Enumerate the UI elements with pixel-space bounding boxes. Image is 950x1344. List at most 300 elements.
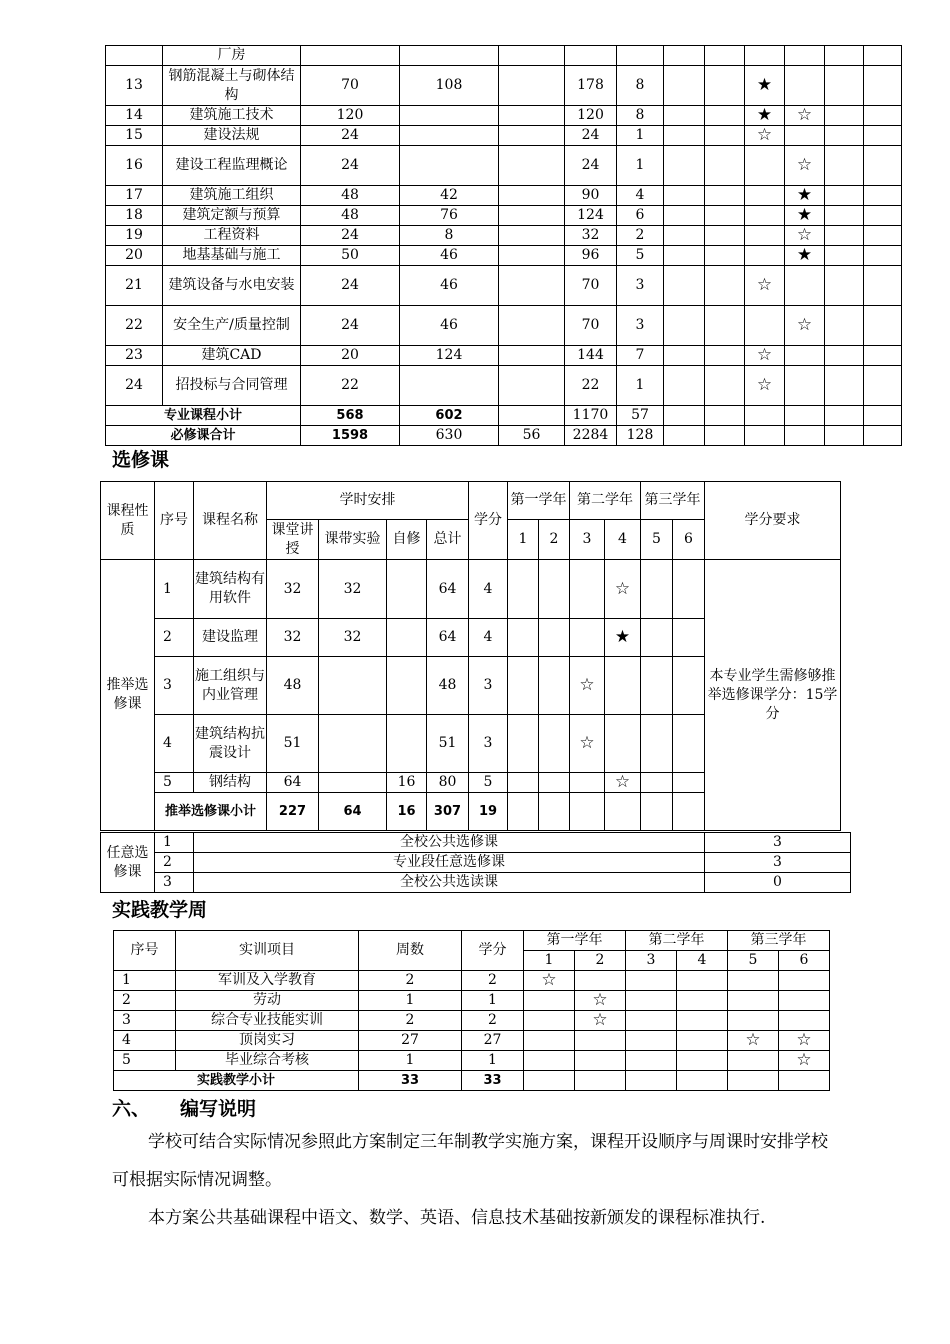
semester-2-mark [575,1031,626,1051]
recommended-elective-label: 推举选修课 [101,560,155,831]
total-hours: 144 [565,346,617,366]
header-sem-5: 5 [641,520,673,560]
semester-3-mark [570,773,605,793]
lecture-hours [301,46,400,66]
practice-credit: 33 [462,1071,524,1091]
self-study-hours [499,306,565,346]
semester-6-mark [673,657,705,715]
lecture-hours: 48 [267,657,319,715]
semester-6-mark [673,560,705,619]
semester-3-mark [745,226,785,246]
required-total-row-label: 必修课合计 [106,426,301,446]
semester-5-mark [825,226,864,246]
credit: 1 [617,126,664,146]
practice-credit: 2 [462,971,524,991]
semester-6-mark [864,346,902,366]
self-study-hours [499,46,565,66]
credit: 3 [705,853,851,873]
semester-6-mark [864,46,902,66]
lab-hours [319,715,387,773]
semester-3-mark: ☆ [570,657,605,715]
credit: 3 [469,657,508,715]
table-row [106,186,902,206]
total-hours: 32 [565,226,617,246]
semester-2-mark [705,266,745,306]
practice-weeks: 1 [359,1051,462,1071]
semester-3-mark: ☆ [570,715,605,773]
semester-6-mark [864,306,902,346]
semester-2-mark [539,793,570,831]
semester-5-mark [825,426,864,446]
practice-credit: 2 [462,1011,524,1031]
semester-2-mark [705,246,745,266]
semester-2-mark [705,126,745,146]
lab-hours: 32 [319,619,387,657]
semester-1-mark [664,46,705,66]
semester-3-mark: ☆ [745,346,785,366]
self-study-hours: 16 [387,773,427,793]
semester-4-mark: ☆ [785,106,825,126]
semester-3-mark: ☆ [745,126,785,146]
semester-6-mark [673,793,705,831]
lecture-hours: 22 [301,366,400,406]
table-row [106,346,902,366]
total-hours: 24 [565,146,617,186]
semester-1-mark [664,226,705,246]
semester-5-mark [641,793,673,831]
course-no: 16 [106,146,163,186]
semester-4-mark [677,1051,728,1071]
semester-2-mark [539,619,570,657]
semester-5-mark [825,266,864,306]
semester-1-mark [664,106,705,126]
table-row [101,853,851,873]
lab-hours: 46 [400,266,499,306]
semester-3-mark [570,619,605,657]
practice-heading: 实践教学周 [112,899,208,921]
semester-2-mark [705,66,745,106]
lecture-hours: 24 [301,266,400,306]
table-row [101,873,851,893]
table-row [106,106,902,126]
lab-hours: 630 [400,426,499,446]
lecture-hours: 24 [301,146,400,186]
course-no: 24 [106,366,163,406]
total-hours: 307 [427,793,469,831]
header-sem-1: 1 [508,520,539,560]
self-study-hours [499,206,565,226]
credit: 1 [617,366,664,406]
course-no: 13 [106,66,163,106]
course-no: 20 [106,246,163,266]
required-total-row [106,426,902,446]
lecture-hours: 20 [301,346,400,366]
semester-1-mark [508,793,539,831]
semester-5-mark [641,619,673,657]
lecture-hours: 24 [301,126,400,146]
semester-6-mark [864,246,902,266]
semester-5-mark [825,106,864,126]
total-hours: 48 [427,657,469,715]
credit: 4 [469,560,508,619]
semester-1-mark [524,1071,575,1091]
semester-4-mark [677,1011,728,1031]
semester-1-mark [524,991,575,1011]
table-row [106,246,902,266]
self-study-hours [499,406,565,426]
lab-hours [400,126,499,146]
header-hours: 学时安排 [267,482,469,520]
practice-weeks: 1 [359,991,462,1011]
practice-no: 3 [114,1011,176,1031]
semester-6-mark: ☆ [779,1031,830,1051]
semester-5-mark [825,366,864,406]
credit: 7 [617,346,664,366]
header-sem-4: 4 [605,520,641,560]
course-no: 5 [155,773,194,793]
course-no: 2 [155,853,194,873]
lecture-hours: 32 [267,560,319,619]
lecture-hours: 50 [301,246,400,266]
semester-4-mark [605,657,641,715]
semester-6-mark [864,406,902,426]
semester-4-mark [785,126,825,146]
course-no: 2 [155,619,194,657]
course-name: 建设法规 [163,126,301,146]
semester-4-mark [677,1031,728,1051]
semester-2-mark [705,406,745,426]
course-no: 3 [155,657,194,715]
practice-header-sem-3: 3 [626,951,677,971]
semester-2-mark [705,46,745,66]
semester-5-mark [825,346,864,366]
semester-3-mark [570,560,605,619]
semester-3-mark [626,1051,677,1071]
semester-1-mark [664,206,705,226]
header-credit: 学分 [469,482,508,560]
course-no: 4 [155,715,194,773]
semester-6-mark [864,66,902,106]
table-row [106,366,902,406]
course-no: 14 [106,106,163,126]
lab-hours: 46 [400,246,499,266]
lecture-hours: 70 [301,66,400,106]
total-hours: 70 [565,266,617,306]
semester-6-mark [864,146,902,186]
semester-4-mark [785,366,825,406]
practice-item: 军训及入学教育 [176,971,359,991]
semester-1-mark [664,186,705,206]
elective-heading: 选修课 [112,449,170,471]
semester-1-mark [664,406,705,426]
practice-header-no: 序号 [114,931,176,971]
semester-2-mark [705,226,745,246]
semester-3-mark [626,1031,677,1051]
course-name: 全校公共选修课 [194,833,705,853]
practice-weeks: 2 [359,1011,462,1031]
semester-2-mark [705,426,745,446]
practice-no: 2 [114,991,176,1011]
semester-1-mark [508,773,539,793]
semester-1-mark [524,1011,575,1031]
semester-6-mark [779,1011,830,1031]
self-study-hours [499,186,565,206]
semester-5-mark [728,1011,779,1031]
semester-2-mark [705,306,745,346]
semester-4-mark [785,266,825,306]
table-row [101,833,851,853]
semester-5-mark [641,560,673,619]
elective-subtotal-label: 推举选修课小计 [155,793,267,831]
semester-2-mark [705,186,745,206]
semester-3-mark [745,206,785,226]
course-name: 建筑结构抗震设计 [194,715,267,773]
total-hours: 1170 [565,406,617,426]
credit: 5 [617,246,664,266]
practice-header-sem-4: 4 [677,951,728,971]
semester-1-mark [524,1031,575,1051]
semester-5-mark [728,1051,779,1071]
credit: 8 [617,66,664,106]
semester-5-mark [825,146,864,186]
semester-5-mark: ☆ [728,1031,779,1051]
section6-paragraph-1: 学校可结合实际情况参照此方案制定三年制教学实施方案，课程开设顺序与周课时安排学校可根据实际情况调整。 [112,1132,828,1190]
semester-6-mark [864,106,902,126]
semester-6-mark [864,186,902,206]
credit: 6 [617,206,664,226]
lecture-hours: 32 [267,619,319,657]
course-no: 23 [106,346,163,366]
semester-2-mark [539,657,570,715]
table-row [106,46,902,66]
total-hours: 64 [427,560,469,619]
total-hours: 22 [565,366,617,406]
semester-4-mark [785,346,825,366]
semester-5-mark [825,246,864,266]
semester-6-mark [779,971,830,991]
practice-item: 劳动 [176,991,359,1011]
semester-6-mark [779,991,830,1011]
semester-1-mark [524,1051,575,1071]
lecture-hours: 51 [267,715,319,773]
self-study-hours [499,66,565,106]
semester-3-mark [745,426,785,446]
section6-title: 编写说明 [180,1098,257,1120]
credit: 19 [469,793,508,831]
lecture-hours: 24 [301,306,400,346]
course-name: 建筑结构有用软件 [194,560,267,619]
lab-hours [400,146,499,186]
semester-6-mark: ☆ [779,1051,830,1071]
semester-1-mark [664,426,705,446]
course-name: 建筑定额与预算 [163,206,301,226]
header-name: 课程名称 [194,482,267,560]
semester-6-mark [864,366,902,406]
credit: 5 [469,773,508,793]
semester-2-mark [575,1071,626,1091]
course-no: 1 [155,560,194,619]
course-name: 钢筋混凝土与砌体结构 [163,66,301,106]
semester-5-mark [728,1071,779,1091]
semester-4-mark [605,793,641,831]
credit-requirement: 本专业学生需修够推举选修课学分：15学分 [705,560,841,831]
lab-hours [400,106,499,126]
credit: 4 [469,619,508,657]
semester-4-mark [785,406,825,426]
total-hours: 178 [565,66,617,106]
credit [617,46,664,66]
semester-1-mark [508,619,539,657]
semester-6-mark [673,773,705,793]
subtotal-row [106,406,902,426]
header-year1: 第一学年 [508,482,570,520]
semester-4-mark [677,991,728,1011]
subtotal-row-label: 专业课程小计 [106,406,301,426]
self-study-hours [499,126,565,146]
credit: 4 [617,186,664,206]
course-no [106,46,163,66]
header-no: 序号 [155,482,194,560]
course-no: 15 [106,126,163,146]
credit: 128 [617,426,664,446]
total-hours: 70 [565,306,617,346]
semester-2-mark [705,346,745,366]
lecture-hours: 120 [301,106,400,126]
semester-4-mark: ☆ [785,146,825,186]
credit: 3 [469,715,508,773]
header-credit-req: 学分要求 [705,482,841,560]
self-study-hours [499,146,565,186]
lab-hours [400,46,499,66]
semester-1-mark [664,126,705,146]
credit: 3 [705,833,851,853]
lab-hours: 76 [400,206,499,226]
total-hours: 120 [565,106,617,126]
total-hours: 2284 [565,426,617,446]
practice-no: 5 [114,1051,176,1071]
semester-2-mark: ☆ [575,1011,626,1031]
semester-2-mark [575,971,626,991]
lab-hours: 46 [400,306,499,346]
semester-5-mark [641,715,673,773]
semester-3-mark [745,186,785,206]
table-row [106,206,902,226]
semester-3-mark [745,146,785,186]
semester-4-mark: ★ [785,206,825,226]
semester-4-mark: ☆ [785,306,825,346]
course-name: 招投标与合同管理 [163,366,301,406]
lab-hours: 64 [319,793,387,831]
semester-1-mark [664,246,705,266]
semester-4-mark [677,971,728,991]
course-name: 建筑设备与水电安装 [163,266,301,306]
semester-5-mark [825,126,864,146]
total-hours: 80 [427,773,469,793]
semester-3-mark [745,246,785,266]
total-hours: 24 [565,126,617,146]
course-name: 全校公共选读课 [194,873,705,893]
course-no: 19 [106,226,163,246]
header-year3: 第三学年 [641,482,705,520]
semester-5-mark [641,657,673,715]
semester-6-mark [864,266,902,306]
table-row [114,1031,830,1051]
table-row [101,560,841,619]
practice-subtotal-row [114,1071,830,1091]
table-row [106,146,902,186]
header-year2: 第二学年 [570,482,641,520]
header-lecture: 课堂讲授 [267,520,319,560]
total-hours: 64 [427,619,469,657]
semester-2-mark [705,106,745,126]
section6-number: 六、 [112,1098,151,1120]
lab-hours: 42 [400,186,499,206]
self-study-hours [499,246,565,266]
header-sem-3: 3 [570,520,605,560]
practice-credit: 27 [462,1031,524,1051]
practice-item: 顶岗实习 [176,1031,359,1051]
course-name: 专业段任意选修课 [194,853,705,873]
semester-5-mark [825,66,864,106]
semester-6-mark [864,206,902,226]
semester-2-mark [539,560,570,619]
table-row [106,226,902,246]
practice-weeks: 33 [359,1071,462,1091]
semester-1-mark [664,346,705,366]
course-name: 建设工程监理概论 [163,146,301,186]
practice-no: 1 [114,971,176,991]
semester-6-mark [864,226,902,246]
self-study-hours [387,715,427,773]
semester-4-mark: ☆ [605,560,641,619]
semester-3-mark [570,793,605,831]
lab-hours: 124 [400,346,499,366]
semester-5-mark [825,206,864,226]
practice-header-sem-6: 6 [779,951,830,971]
course-no: 22 [106,306,163,346]
semester-1-mark [508,715,539,773]
semester-1-mark [664,146,705,186]
practice-header-sem-5: 5 [728,951,779,971]
lab-hours [319,657,387,715]
required-courses-table [105,45,902,446]
table-row [114,1051,830,1071]
table-row [114,971,830,991]
total-hours: 90 [565,186,617,206]
credit: 1 [617,146,664,186]
self-study-hours [499,366,565,406]
semester-1-mark [508,560,539,619]
course-no: 21 [106,266,163,306]
self-study-hours [387,619,427,657]
section6-heading [112,1094,256,1121]
semester-4-mark [785,66,825,106]
semester-1-mark: ☆ [524,971,575,991]
credit: 2 [617,226,664,246]
practice-weeks: 27 [359,1031,462,1051]
semester-1-mark [664,366,705,406]
semester-1-mark [508,657,539,715]
lecture-hours: 568 [301,406,400,426]
course-no: 17 [106,186,163,206]
practice-subtotal-label: 实践教学小计 [114,1071,359,1091]
credit: 8 [617,106,664,126]
practice-item: 毕业综合考核 [176,1051,359,1071]
semester-5-mark [825,406,864,426]
semester-4-mark [605,715,641,773]
practice-header-year3: 第三学年 [728,931,830,951]
credit: 3 [617,266,664,306]
